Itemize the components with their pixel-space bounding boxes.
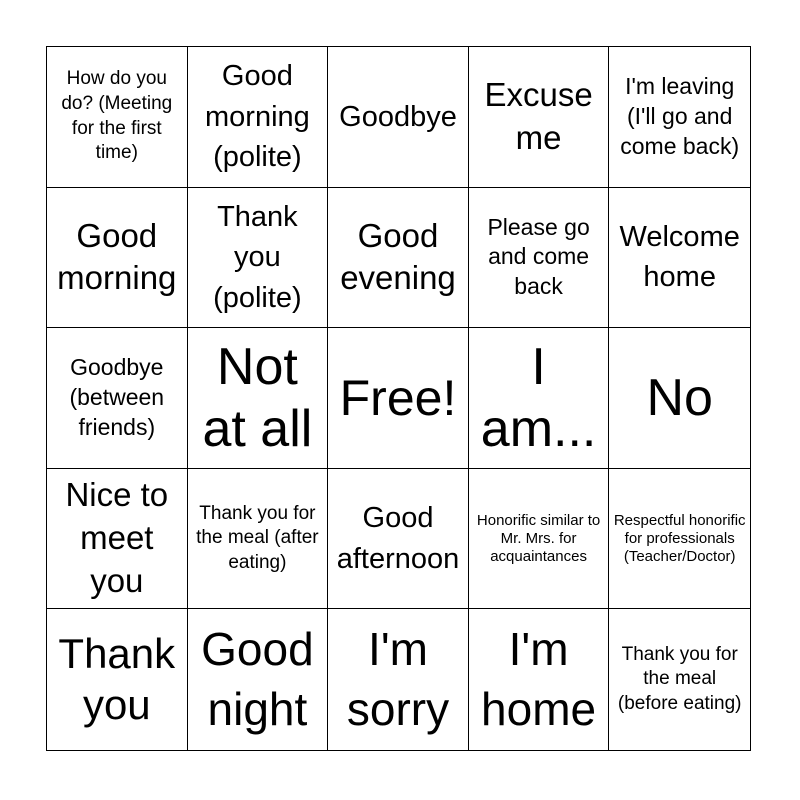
bingo-cell-label: Goodbye [339, 100, 457, 133]
bingo-cell-r2c5[interactable] [609, 188, 750, 329]
bingo-cell-r4c3[interactable] [328, 469, 469, 610]
bingo-cell-label: Welcome home [619, 220, 740, 294]
bingo-cell-label: Good afternoon [336, 502, 460, 575]
bingo-cell-label: Excuse me [484, 75, 593, 156]
bingo-cell-r3c1[interactable] [47, 328, 188, 469]
bingo-cell-label: Thank you [58, 630, 176, 728]
bingo-cell-label: How do you do? (Meeting for the first time) [61, 68, 173, 164]
bingo-cell-r3c2[interactable] [188, 328, 329, 469]
bingo-cell-label: Nice to meet you [65, 476, 169, 600]
bingo-cell-label: Respectful honorific for professionals (Teacher/Doctor) [613, 511, 746, 565]
bingo-cell-r1c4[interactable] [469, 47, 610, 188]
bingo-free-space[interactable] [328, 328, 469, 469]
bingo-cell-label: I'm sorry [346, 622, 450, 735]
bingo-cell-r3c5[interactable] [609, 328, 750, 469]
bingo-cell-label: Goodbye (between friends) [69, 354, 165, 440]
bingo-cell-label: I'm leaving (I'll go and come back) [620, 72, 740, 159]
bingo-cell-label: Thank you for the meal (before eating) [617, 643, 742, 715]
bingo-cell-r2c1[interactable] [47, 188, 188, 329]
bingo-cell-r2c4[interactable] [469, 188, 610, 329]
bingo-cell-r4c1[interactable] [47, 469, 188, 610]
bingo-cell-r2c3[interactable] [328, 188, 469, 329]
bingo-card [46, 46, 751, 751]
bingo-cell-r1c1[interactable] [47, 47, 188, 188]
bingo-cell-label: No [646, 368, 713, 427]
bingo-cell-label: Good night [201, 622, 314, 735]
bingo-cell-label: Good morning (polite) [205, 59, 310, 174]
bingo-cell-r3c4[interactable] [469, 328, 610, 469]
bingo-cell-r5c2[interactable] [188, 609, 329, 750]
bingo-cell-r4c4[interactable] [469, 469, 610, 610]
bingo-cell-label: Not at all [202, 337, 313, 458]
bingo-cell-label: Thank you for the meal (after eating) [196, 502, 319, 573]
bingo-cell-label: Honorific similar to Mr. Mrs. for acquaintances [476, 511, 601, 565]
bingo-cell-r1c2[interactable] [188, 47, 329, 188]
bingo-cell-r5c5[interactable] [609, 609, 750, 750]
bingo-cell-label: Free! [339, 369, 457, 426]
bingo-cell-label: I am... [480, 337, 597, 458]
bingo-cell-r4c5[interactable] [609, 469, 750, 610]
bingo-cell-r4c2[interactable] [188, 469, 329, 610]
bingo-cell-r5c1[interactable] [47, 609, 188, 750]
bingo-cell-label: Thank you (polite) [213, 200, 302, 314]
bingo-cell-r5c4[interactable] [469, 609, 610, 750]
bingo-cell-r1c5[interactable] [609, 47, 750, 188]
bingo-cell-r1c3[interactable] [328, 47, 469, 188]
bingo-cell-r5c3[interactable] [328, 609, 469, 750]
bingo-cell-label: Please go and come back [487, 213, 590, 300]
bingo-cell-r2c2[interactable] [188, 188, 329, 329]
bingo-cell-label: Good morning [57, 216, 177, 297]
bingo-cell-label: Good evening [340, 216, 456, 297]
bingo-cell-label: I'm home [481, 622, 597, 735]
